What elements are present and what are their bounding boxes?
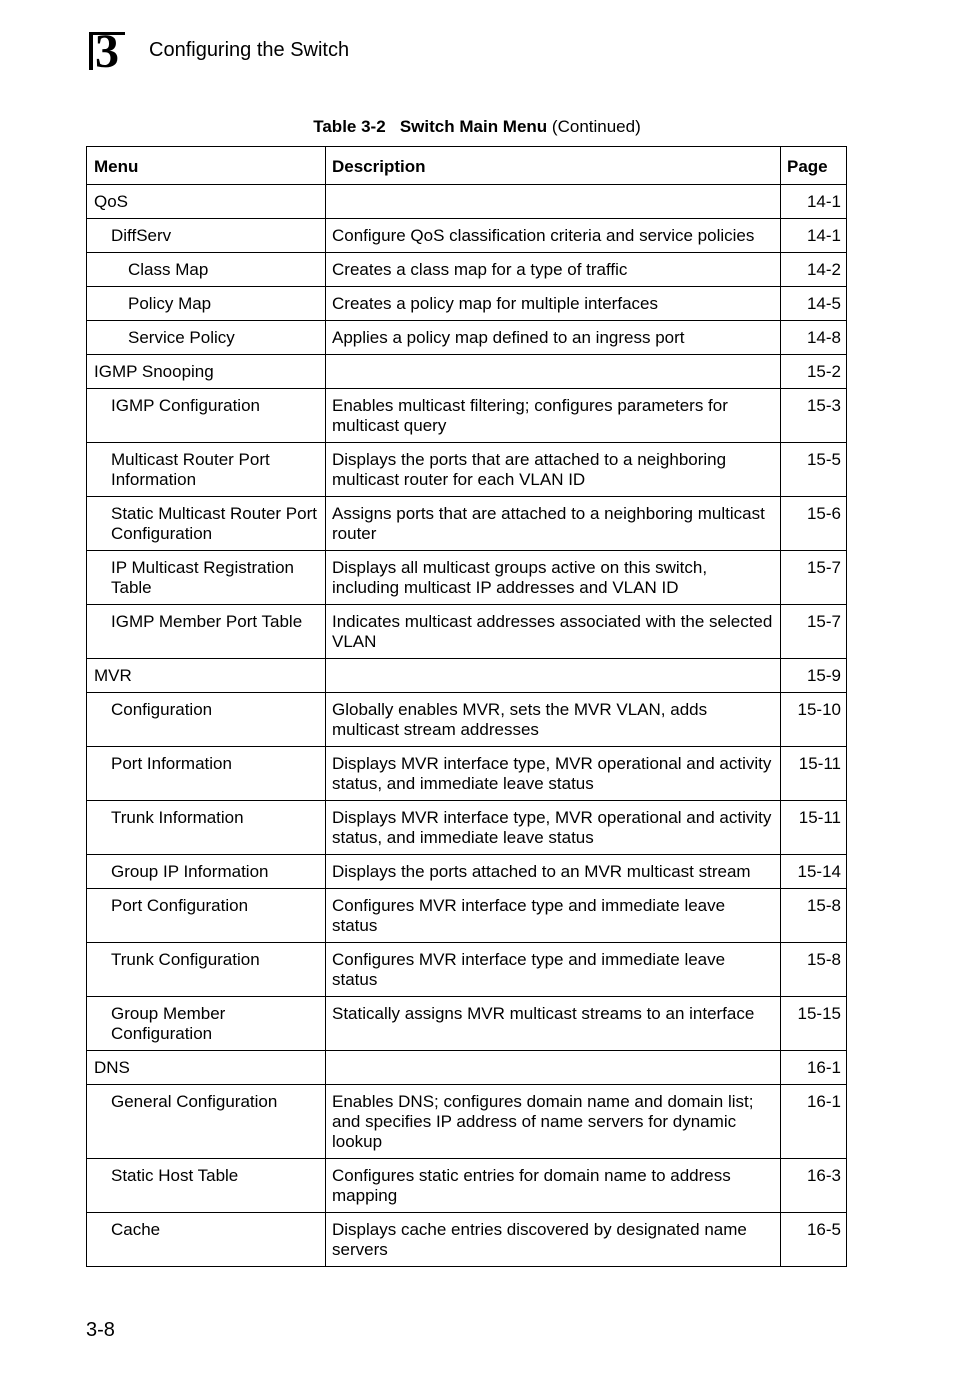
chapter-number: 3 — [95, 25, 119, 78]
description-cell — [326, 659, 781, 693]
description-cell: Displays all multicast groups active on this switch, including multicast IP addresses and VLAN ID — [326, 551, 781, 605]
chapter-marker — [89, 25, 127, 78]
table-row — [87, 551, 847, 605]
menu-cell: Port Information — [87, 747, 326, 801]
table-row — [87, 355, 847, 389]
page-cell: 15-11 — [781, 801, 847, 855]
description-cell — [326, 185, 781, 219]
table-title: Switch Main Menu — [399, 117, 548, 136]
table-row — [87, 1051, 847, 1085]
page-cell: 15-11 — [781, 747, 847, 801]
menu-cell: Class Map — [87, 253, 326, 287]
description-cell: Displays the ports attached to an MVR multicast stream — [326, 855, 781, 889]
running-title: Configuring the Switch — [149, 39, 350, 61]
menu-cell: Policy Map — [87, 287, 326, 321]
menu-cell: IP Multicast Registration Table — [87, 551, 326, 605]
page-cell: 15-2 — [781, 355, 847, 389]
page-cell: 15-15 — [781, 997, 847, 1051]
menu-cell: IGMP Snooping — [87, 355, 326, 389]
table-row — [87, 389, 847, 443]
description-cell: Applies a policy map defined to an ingress port — [326, 321, 781, 355]
page-cell: 15-8 — [781, 889, 847, 943]
description-cell: Configures MVR interface type and immediate leave status — [326, 943, 781, 997]
page-cell: 16-1 — [781, 1085, 847, 1159]
table-row — [87, 443, 847, 497]
description-cell: Displays the ports that are attached to a neighboring multicast router for each VLAN ID — [326, 443, 781, 497]
table-caption — [0, 117, 954, 137]
page-cell: 15-7 — [781, 551, 847, 605]
table-row — [87, 219, 847, 253]
table-row — [87, 855, 847, 889]
menu-cell: IGMP Member Port Table — [87, 605, 326, 659]
page-cell: 15-5 — [781, 443, 847, 497]
description-cell: Enables DNS; configures domain name and domain list; and specifies IP address of name servers for dynamic lookup — [326, 1085, 781, 1159]
table-caption-suffix: (Continued) — [551, 117, 641, 136]
menu-cell: Trunk Configuration — [87, 943, 326, 997]
description-cell: Creates a policy map for multiple interfaces — [326, 287, 781, 321]
page-cell: 15-14 — [781, 855, 847, 889]
table-row — [87, 943, 847, 997]
menu-cell: QoS — [87, 185, 326, 219]
table-row — [87, 693, 847, 747]
table-row — [87, 1085, 847, 1159]
menu-cell: Static Host Table — [87, 1159, 326, 1213]
description-cell: Assigns ports that are attached to a neighboring multicast router — [326, 497, 781, 551]
description-cell: Displays cache entries discovered by designated name servers — [326, 1213, 781, 1267]
menu-cell: Group Member Configuration — [87, 997, 326, 1051]
table-row — [87, 889, 847, 943]
description-cell: Indicates multicast addresses associated with the selected VLAN — [326, 605, 781, 659]
menu-cell: Static Multicast Router Port Configuration — [87, 497, 326, 551]
description-cell: Configure QoS classification criteria and service policies — [326, 219, 781, 253]
menu-cell: Port Configuration — [87, 889, 326, 943]
description-cell: Configures MVR interface type and immediate leave status — [326, 889, 781, 943]
table-row — [87, 1213, 847, 1267]
description-cell: Creates a class map for a type of traffic — [326, 253, 781, 287]
table-row — [87, 321, 847, 355]
page-cell: 14-5 — [781, 287, 847, 321]
switch-main-menu-table — [86, 146, 847, 1267]
menu-cell: Multicast Router Port Information — [87, 443, 326, 497]
description-cell: Displays MVR interface type, MVR operational and activity status, and immediate leave status — [326, 801, 781, 855]
page-cell: 14-2 — [781, 253, 847, 287]
description-cell — [326, 1051, 781, 1085]
header-page: Page — [781, 147, 847, 185]
page-cell: 14-1 — [781, 185, 847, 219]
table-row — [87, 1159, 847, 1213]
description-cell: Enables multicast filtering; configures parameters for multicast query — [326, 389, 781, 443]
page-cell: 16-1 — [781, 1051, 847, 1085]
page-cell: 14-8 — [781, 321, 847, 355]
description-cell: Globally enables MVR, sets the MVR VLAN, adds multicast stream addresses — [326, 693, 781, 747]
description-cell: Statically assigns MVR multicast streams to an interface — [326, 997, 781, 1051]
table-row — [87, 497, 847, 551]
description-cell: Configures static entries for domain name to address mapping — [326, 1159, 781, 1213]
table-row — [87, 185, 847, 219]
page-cell: 16-3 — [781, 1159, 847, 1213]
page-number: 3-8 — [86, 1319, 115, 1341]
menu-cell: DNS — [87, 1051, 326, 1085]
table-row — [87, 605, 847, 659]
menu-cell: Trunk Information — [87, 801, 326, 855]
table-row — [87, 287, 847, 321]
table-row — [87, 253, 847, 287]
page-cell: 15-6 — [781, 497, 847, 551]
header-menu: Menu — [87, 147, 326, 185]
description-cell — [326, 355, 781, 389]
menu-cell: IGMP Configuration — [87, 389, 326, 443]
table-row — [87, 747, 847, 801]
table-row — [87, 801, 847, 855]
page-cell: 14-1 — [781, 219, 847, 253]
table-header-row — [87, 147, 847, 185]
page-cell: 15-3 — [781, 389, 847, 443]
table-label: Table 3-2 — [313, 117, 386, 136]
chapter-bracket — [89, 32, 93, 70]
page-cell: 15-10 — [781, 693, 847, 747]
menu-cell: Service Policy — [87, 321, 326, 355]
table-row — [87, 997, 847, 1051]
page-cell: 16-5 — [781, 1213, 847, 1267]
page-cell: 15-9 — [781, 659, 847, 693]
page-cell: 15-7 — [781, 605, 847, 659]
table-row — [87, 659, 847, 693]
menu-cell: MVR — [87, 659, 326, 693]
description-cell: Displays MVR interface type, MVR operational and activity status, and immediate leave status — [326, 747, 781, 801]
header-description: Description — [326, 147, 781, 185]
menu-cell: Configuration — [87, 693, 326, 747]
menu-cell: DiffServ — [87, 219, 326, 253]
menu-cell: General Configuration — [87, 1085, 326, 1159]
page-cell: 15-8 — [781, 943, 847, 997]
menu-cell: Cache — [87, 1213, 326, 1267]
menu-cell: Group IP Information — [87, 855, 326, 889]
